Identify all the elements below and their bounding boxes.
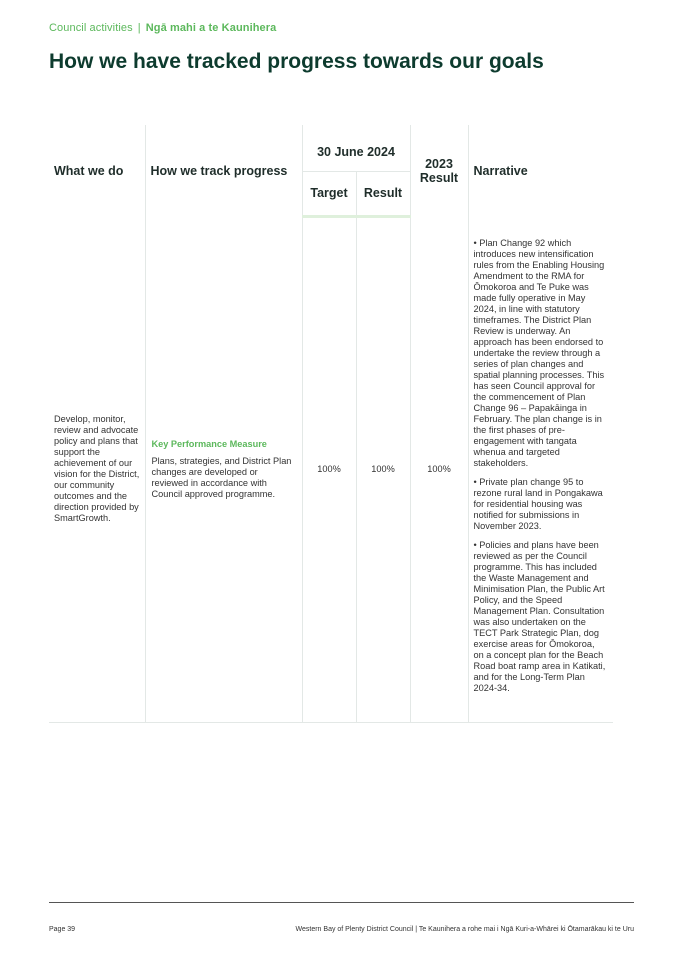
how-we-track-cell [145,216,302,723]
header-period: 30 June 2024 [302,125,410,171]
breadcrumb [49,22,276,34]
target-cell: 100% [302,216,356,723]
header-result: Result [356,171,410,216]
narrative-paragraph: • Plan Change 92 which introduces new intensification rules from the Enabling Housing Amendment to the RMA for Ōmokoroa and Te Puke was made fully operative in May 2024, in line with statutory timeframes. The District Plan Review is underway. An approach has been endorsed to undertake the review through a series of plan changes and spatial planning processes. This has seen Council approval for the commencement of Plan Change 96 – Papakāinga in February. The plan change is in the first phases of pre-engagement with tangata whenua and targeted stakeholders. [473,238,605,468]
progress-table [49,125,613,723]
result-cell: 100% [356,216,410,723]
breadcrumb-maori: Ngā mahi a te Kaunihera [145,22,277,34]
header-2023-result: 2023 Result [410,125,468,216]
header-narrative: Narrative [468,125,613,216]
what-we-do-cell: Develop, monitor, review and advocate policy and plans that support the achievement of our vision for the District, our community outcomes and the direction provided by SmartGrowth. [49,216,145,723]
page-number: Page 39 [49,926,76,933]
kpm-label: Key Performance Measure [151,438,267,449]
header-how-we-track: How we track progress [145,125,302,216]
table-row [49,216,613,723]
narrative-paragraph: • Private plan change 95 to rezone rural land in Pongakawa for residential housing was notified for submissions in November 2023. [473,477,603,531]
page-title: How we have tracked progress towards our goals [49,50,544,73]
kpm-description: Plans, strategies, and District Plan changes are developed or reviewed in accordance with Council approved programme. [151,455,292,499]
narrative-paragraph: • Policies and plans have been reviewed as per the Council programme. This has included the Waste Management and Minimisation Plan, the Public Art Policy, and the Speed Management Plan. Consultation was also undertaken on the TECT Park Strategic Plan, dog exercise areas for Ōmokoroa, on a concept plan for the Beach Road boat ramp area in Katikati, and for the Long-Term Plan 2024-34. [473,540,606,693]
footer-publisher: Western Bay of Plenty District Council | Te Kaunihera a rohe mai i Ngā Kuri-a-Whārei ki Ōtamarākau ki te Uru [295,926,634,933]
breadcrumb-separator: | [137,22,141,34]
prev-result-cell: 100% [410,216,468,723]
header-what-we-do: What we do [54,163,124,178]
footer-divider [49,902,634,903]
narrative-cell [468,216,613,723]
header-target: Target [302,171,356,216]
breadcrumb-english: Council activities [49,22,133,34]
